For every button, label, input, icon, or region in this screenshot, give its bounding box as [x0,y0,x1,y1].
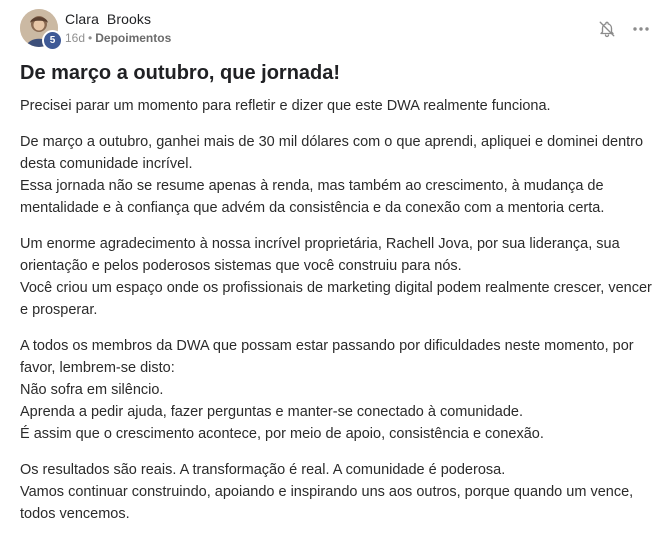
paragraph-line: Os resultados são reais. A transformação é real. A comunidade é poderosa. [20,462,506,478]
bell-off-icon[interactable] [596,18,618,40]
paragraph-line: Aprenda a pedir ajuda, fazer perguntas e manter-se conectado à comunidade. [20,404,523,420]
post-category[interactable]: Depoimentos [95,31,172,45]
paragraph-4 [20,335,660,445]
post-title: De março a outubro, que jornada! [20,62,341,84]
more-dots-icon[interactable] [630,18,652,40]
paragraph-line: Precisei parar um momento para refletir e dizer que este DWA realmente funciona. [20,98,551,114]
post-actions [596,17,652,41]
author-avatar-wrap[interactable] [20,9,62,51]
paragraph-3 [20,233,660,321]
paragraph-line: Um enorme agradecimento à nossa incrível proprietária, Rachell Jova, por sua liderança, sua orientação e pelos poderosos sistemas que você construiu para nós. [20,236,620,274]
paragraph-2 [20,131,660,219]
paragraph-line: Vamos continuar construindo, apoiando e inspirando uns aos outros, porque quando um vence, todos vencemos. [20,484,634,522]
meta-separator: • [88,31,93,45]
post-time: 16d [65,31,86,45]
post-body [20,95,660,539]
paragraph-line: A todos os membros da DWA que possam estar passando por dificuldades neste momento, por favor, lembrem-se disto: [20,338,634,376]
author-name[interactable]: Clara Brooks [65,11,152,27]
paragraph-line: De março a outubro, ganhei mais de 30 mil dólares com o que aprendi, apliquei e dominei dentro desta comunidade incrível. [20,134,644,172]
level-badge: 5 [42,30,63,51]
paragraph-1 [20,95,660,117]
paragraph-line: Essa jornada não se resume apenas à renda, mas também ao crescimento, à mudança de mentalidade e à confiança que advém da consistência e da conexão com a mentoria certa. [20,178,605,216]
paragraph-line: Você criou um espaço onde os profissionais de marketing digital podem realmente crescer, vencer e prosperar. [20,280,652,318]
paragraph-line: É assim que o crescimento acontece, por meio de apoio, consistência e conexão. [20,426,544,442]
post-header [20,9,660,49]
paragraph-5 [20,459,660,525]
paragraph-line: Não sofra em silêncio. [20,382,164,398]
post-meta [65,31,171,45]
